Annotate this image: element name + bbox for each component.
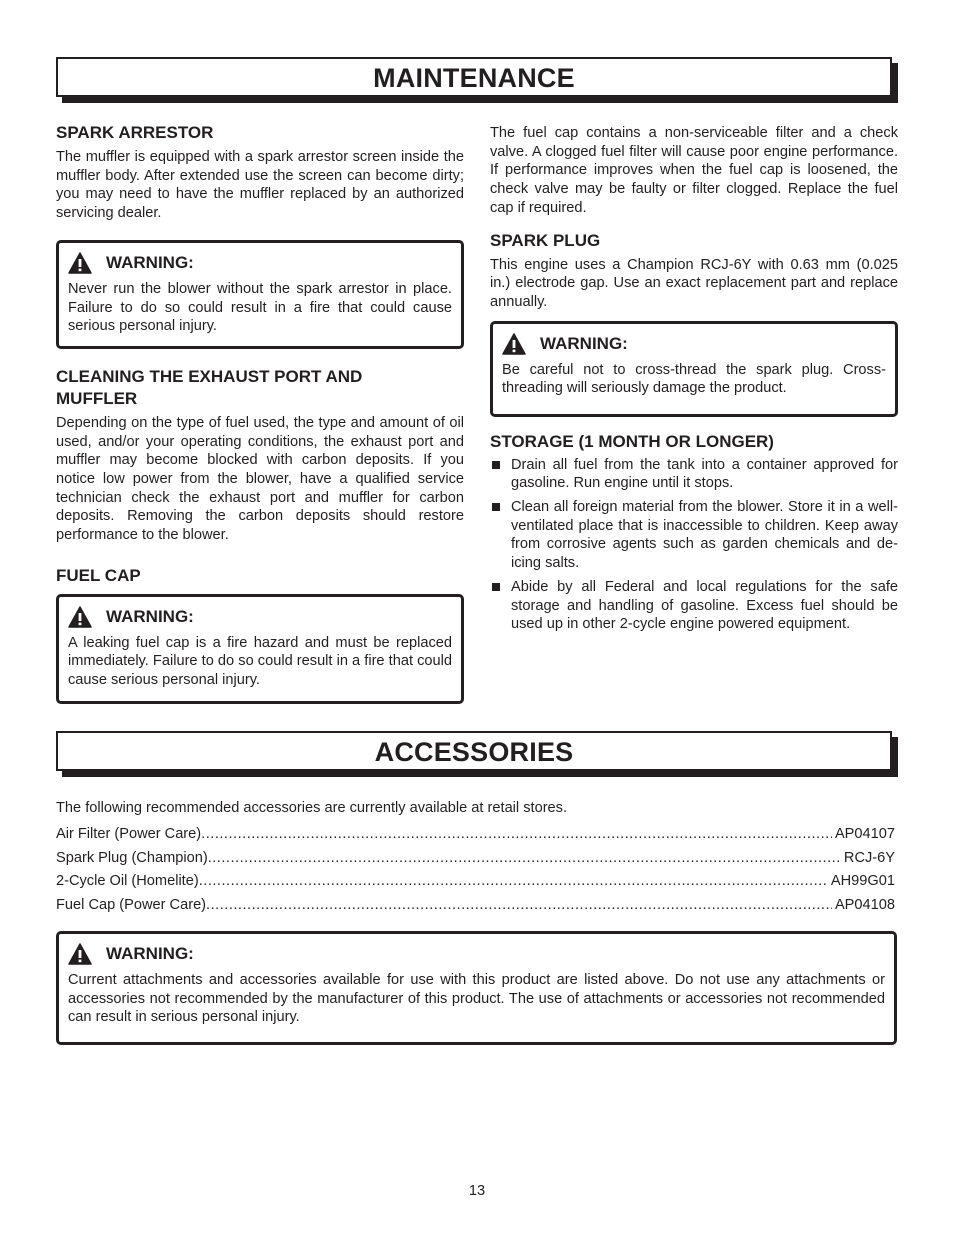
accessory-code: AP04108	[834, 896, 895, 913]
accessory-row	[56, 870, 895, 894]
fuel-cap-heading: FUEL CAP	[56, 565, 141, 585]
warning-text: Be careful not to cross-thread the spark plug. Cross-threading will seriously damage the product.	[502, 361, 886, 397]
warning-text: Never run the blower without the spark arrestor in place. Failure to do so could result in a fire that could cause serious personal injury.	[68, 280, 452, 335]
warning-title: WARNING:	[106, 252, 194, 272]
warning-title: WARNING:	[540, 333, 628, 353]
warning-header	[68, 606, 452, 628]
spark-plug-heading: SPARK PLUG	[490, 230, 601, 250]
warning-header	[502, 333, 886, 355]
accessory-code: AH99G01	[830, 873, 895, 889]
accessory-name: Air Filter (Power Care)	[56, 826, 202, 842]
accessory-row	[56, 823, 895, 847]
exhaust-text: Depending on the type of fuel used, the type and amount of oil used, and/or your operating conditions, the exhaust port and muffler may become blocked with carbon deposits. If you notice low power from the blower, have a qualified service technician check the exhaust port and muffler for carbon deposits. Removing the carbon deposits should restore performance to the blower.	[56, 414, 464, 544]
warning-header	[68, 252, 452, 274]
warning-text: Current attachments and accessories available for use with this product are listed above. Do not use any attachments or accessories not recommended by the manufacturer of this product. The use of attachments or accessories not recommended can result in serious personal injury.	[68, 972, 885, 1026]
storage-list	[490, 456, 898, 634]
accessory-code: AP04107	[834, 826, 895, 842]
warning-text: A leaking fuel cap is a fire hazard and must be replaced immediately. Failure to do so could result in a fire that could cause serious personal injury.	[68, 634, 452, 689]
warning-triangle-icon	[68, 252, 92, 274]
right-column	[490, 124, 898, 639]
accessory-name: Spark Plug (Champion)	[56, 849, 208, 866]
warning-title: WARNING:	[106, 944, 194, 963]
accessories-intro: The following recommended accessories are currently available at retail stores.	[56, 800, 568, 816]
accessory-row	[56, 894, 895, 918]
accessory-row	[56, 847, 895, 871]
leader-dots	[206, 894, 832, 918]
spark-arrestor-warning-box	[56, 240, 464, 349]
warning-title: WARNING:	[106, 606, 194, 626]
warning-triangle-icon	[68, 606, 92, 628]
maintenance-banner: MAINTENANCE	[56, 57, 892, 97]
accessories-warning-box	[56, 931, 897, 1045]
warning-triangle-icon	[502, 333, 526, 355]
accessory-name: Fuel Cap (Power Care)	[56, 896, 207, 913]
accessories-section	[56, 799, 895, 1045]
warning-header	[68, 943, 885, 965]
spark-arrestor-heading: SPARK ARRESTOR	[56, 123, 214, 142]
warning-triangle-icon	[68, 943, 92, 965]
leader-dots	[201, 823, 832, 847]
spark-plug-warning-box	[490, 321, 898, 417]
accessory-code: RCJ-6Y	[843, 849, 895, 866]
accessory-name: 2-Cycle Oil (Homelite)	[56, 873, 199, 889]
list-item: Drain all fuel from the tank into a container approved for gasoline. Run engine until it stops.	[490, 456, 898, 493]
spark-plug-text: This engine uses a Champion RCJ-6Y with 0.63 mm (0.025 in.) electrode gap. Use an exact replacement part and replace annually.	[490, 256, 898, 310]
storage-heading: STORAGE (1 MONTH OR LONGER)	[490, 431, 774, 451]
exhaust-heading: CLEANING THE EXHAUST PORT AND MUFFLER	[56, 366, 363, 408]
leader-dots	[208, 847, 841, 871]
spark-arrestor-text: The muffler is equipped with a spark arrestor screen inside the muffler body. After extended use the screen can become dirty; you may need to have the muffler replaced by an authorized servicing dealer.	[56, 149, 464, 222]
left-column	[56, 122, 464, 704]
fuel-cap-warning-box	[56, 594, 464, 704]
fuel-cap-text: The fuel cap contains a non-serviceable filter and a check valve. A clogged fuel filter will cause poor engine performance. If performance improves when the fuel cap is loosened, the check valve may be faulty or filter clogged. Replace the fuel cap if required.	[490, 125, 898, 216]
accessories-banner: ACCESSORIES	[56, 731, 892, 771]
list-item: Clean all foreign material from the blower. Store it in a well-ventilated place that is inaccessible to children. Keep away from corrosive agents such as garden chemicals and de-icing salts.	[490, 498, 898, 573]
page-number: 13	[468, 1183, 486, 1199]
list-item: Abide by all Federal and local regulations for the safe storage and handling of gasoline. Excess fuel should be used up in other 2-cycle engine powered equipment.	[490, 578, 898, 634]
leader-dots	[199, 870, 828, 894]
